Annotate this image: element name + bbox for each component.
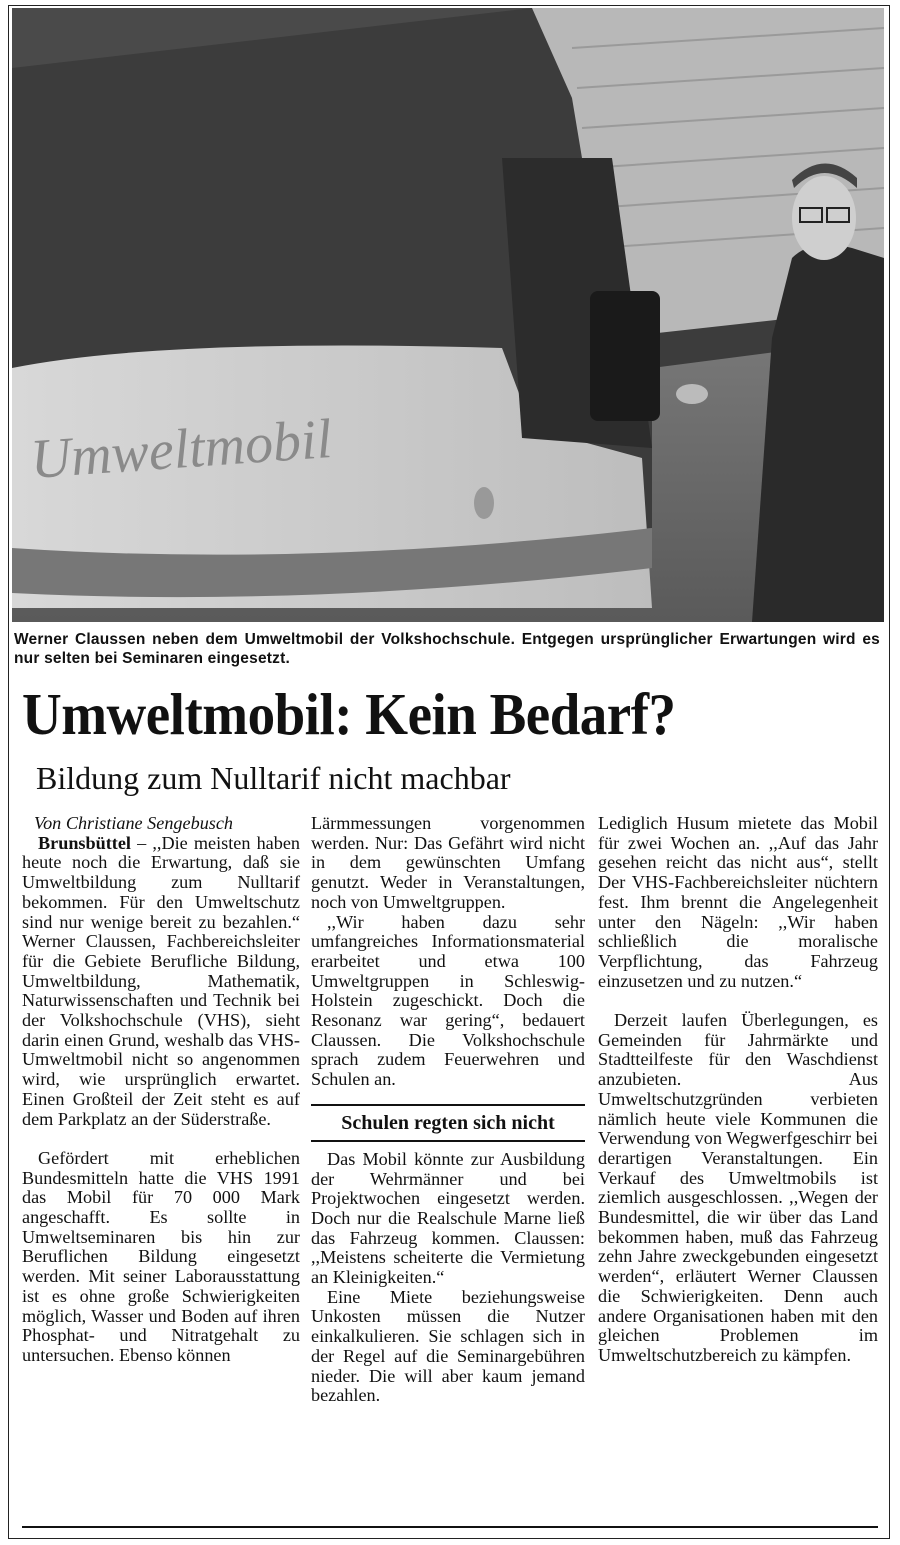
paragraph-text: – ,,Die meisten haben heute noch die Erwartung, daß sie Umweltbildung zum Nulltarif bekommen. Für den Umweltschutz sind nur wenige bereit zu bezahlen.“ Werner Claussen, Fachbereichsleiter für die Gebiete Berufliche Bildung, Umweltbildung, Mathematik, Naturwissenschaften und Technik bei der Volkshochschule (VHS), sieht darin einen Grund, weshalb das VHS-Umweltmobil nicht so angenommen wird, wie ursprünglich erwartet. Einen Großteil der Zeit steht es auf dem Parkplatz an der Süderstraße. <box>22 832 300 1129</box>
paragraph: Eine Miete beziehungsweise Unkosten müssen die Nutzer einkalkulieren. Sie schlagen sich in der Regel auf die Seminargebühren nieder. Die will aber kaum jemand bezahlen. <box>311 1286 585 1406</box>
photo-caption: Werner Claussen neben dem Umweltmobil der Volkshochschule. Entgegen ursprünglicher Erwartungen wird es nur selten bei Seminaren eingesetzt. <box>14 631 880 667</box>
article-column-3 <box>598 814 878 1366</box>
photo-motorhome-and-man <box>12 8 884 622</box>
dateline: Brunsbüttel <box>38 832 131 853</box>
headline: Umweltmobil: Kein Bedarf? <box>22 681 676 747</box>
paragraph: Lärmmessungen vorgenommen werden. Nur: Das Gefährt wird nicht in dem gewünschten Umfang genutzt. Weder in Veranstaltungen, noch von Umweltgruppen. <box>311 813 585 912</box>
article-column-1 <box>22 814 300 1366</box>
intertitle: Schulen regten sich nicht <box>341 1111 555 1134</box>
paragraph: Gefördert mit erheblichen Bundesmitteln hatte die VHS 1991 das Mobil für 70 000 Mark angeschafft. Es sollte in Umweltseminaren bis hin zur Beruflichen Bildung eingesetzt werden. Mit seiner Laborausstattung ist es ohne große Schwierigkeiten möglich, Wasser und Boden auf ihren Phosphat- und Nitratgehalt zu untersuchen. Ebenso können <box>22 1147 300 1365</box>
article-column-2 <box>311 814 585 1406</box>
paragraph: Lediglich Husum mietete das Mobil für zwei Wochen an. ,,Auf das Jahr gesehen reicht das nicht aus“, stellt Der VHS-Fachbereichsleiter nüchtern fest. Ihm brennt die Angelegenheit unter den Nägeln: ,,Wir haben schließlich die moralische Verpflichtung, das Fahrzeug einzusetzen und zu nutzen.“ <box>598 813 878 991</box>
paragraph: Derzeit laufen Überlegungen, es Gemeinden für Jahrmärkte und Stadtteilfeste für den Waschdienst anzubieten. Aus Umweltschutzgründen verbieten nämlich heute viele Kommunen die Verwendung von Wegwerfgeschirr bei derartigen Veranstaltungen. Ein Verkauf des Umweltmobils ist ziemlich ausgeschlossen. ,,Wegen der Bundesmittel, die wir über das Land bekommen haben, muß das Fahrzeug zehn Jahre zweckgebunden eingesetzt werden“, erläutert Werner Claussen die Schwierigkeiten. Denn auch andere Organisationen haben mit den gleichen Problemen im Umweltschutzbereich zu kämpfen. <box>598 1010 878 1365</box>
paragraph: ,,Wir haben dazu sehr umfangreiches Informationsmaterial erarbeitet und etwa 100 Umweltgruppen in Schleswig-Holstein zugeschickt. Doch die Resonanz war gering“, bedauert Claussen. Die Volkshochschule sprach zudem Feuerwehren und Schulen an. <box>311 911 585 1090</box>
paragraph <box>22 834 300 1130</box>
subheadline: Bildung zum Nulltarif nicht machbar <box>36 760 511 796</box>
paragraph: Das Mobil könnte zur Ausbildung der Wehrmänner und bei Projektwochen eingesetzt werden. Doch nur die Realschule Marne ließ das Fahrzeug kommen. Claussen: ,,Meistens scheiterte die Vermietung an Kleinigkeiten.“ <box>311 1148 585 1288</box>
umweltmobil-lettering: Umweltmobil <box>28 408 334 491</box>
byline: Von Christiane Sengebusch <box>34 813 234 833</box>
bottom-rule <box>22 1526 878 1528</box>
article-photo <box>12 8 884 622</box>
